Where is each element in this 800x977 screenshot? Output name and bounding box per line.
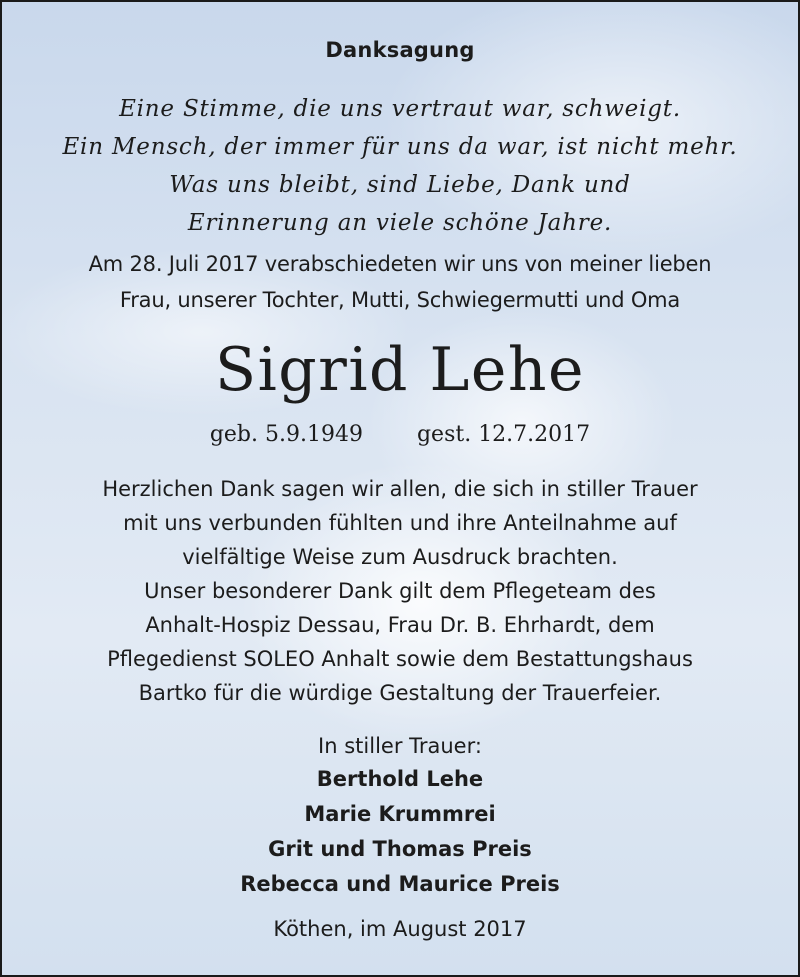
mourner-name: Rebecca und Maurice Preis [240,872,560,896]
intro-line: Frau, unserer Tochter, Mutti, Schwiegermutti und Oma [119,288,681,312]
mourner-name: Berthold Lehe [316,767,484,791]
notice-heading: Danksagung [325,38,475,62]
thanks-line: Bartko für die würdige Gestaltung der Trauerfeier. [138,681,662,705]
intro-text [2,246,798,318]
thanks-line: Anhalt-Hospiz Dessau, Frau Dr. B. Ehrhardt, dem [145,613,655,637]
mourners-label: In stiller Trauer: [318,734,482,758]
thanks-line: vielfältige Weise zum Ausdruck brachten. [182,545,618,569]
thanks-line: Herzlichen Dank sagen wir allen, die sich in stiller Trauer [102,477,698,501]
intro-line: Am 28. Juli 2017 verabschiedeten wir uns von meiner lieben [88,252,712,276]
mourner-name: Marie Krummrei [304,802,496,826]
birth-date: geb. 5.9.1949 [209,422,363,447]
mourners-list [2,762,798,902]
thanks-line: mit uns verbunden fühlten und ihre Anteilnahme auf [123,511,677,535]
place-and-date: Köthen, im August 2017 [273,917,527,941]
poem-line: Was uns bleibt, sind Liebe, Dank und [169,172,631,198]
life-dates [2,420,798,450]
deceased-name: Sigrid Lehe [214,335,586,405]
poem [2,90,798,242]
mourner-name: Grit und Thomas Preis [268,837,532,861]
death-date: gest. 12.7.2017 [416,422,591,447]
poem-line: Eine Stimme, die uns vertraut war, schweigt. [119,96,681,122]
thanks-text [2,472,798,710]
poem-line: Erinnerung an viele schöne Jahre. [187,210,613,236]
poem-line: Ein Mensch, der immer für uns da war, ist nicht mehr. [62,134,738,160]
thanks-line: Unser besonderer Dank gilt dem Pflegeteam des [144,579,656,603]
thanks-line: Pflegedienst SOLEO Anhalt sowie dem Bestattungshaus [107,647,693,671]
